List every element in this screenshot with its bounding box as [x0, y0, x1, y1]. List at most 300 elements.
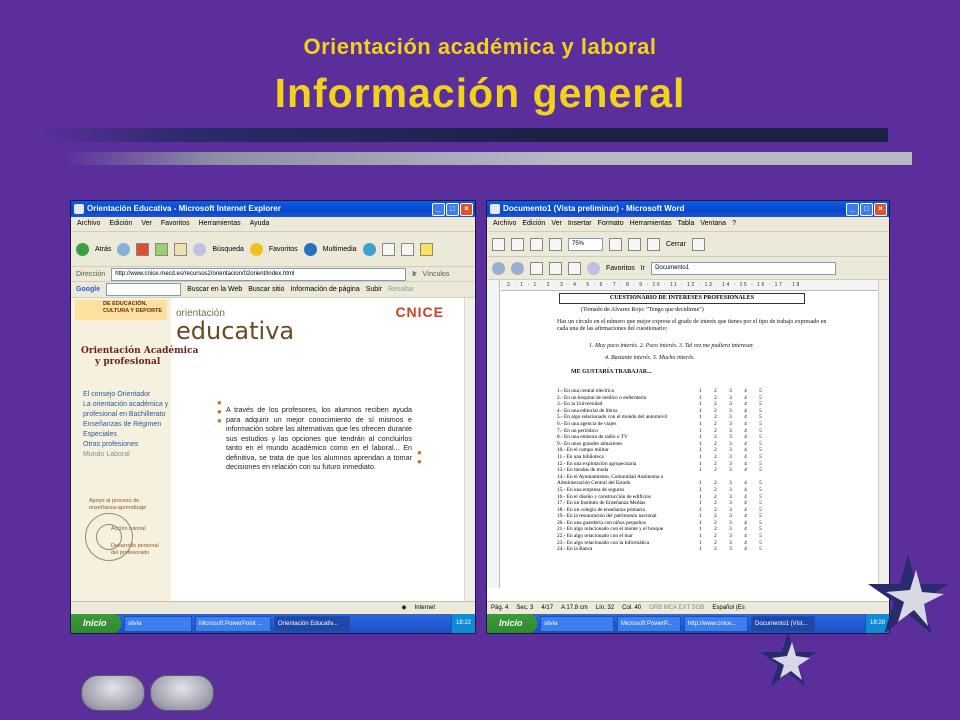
word-window-title: Documento1 (Vista preliminar) - Microsoft Word — [503, 204, 685, 213]
questionnaire-row — [557, 480, 857, 487]
horizontal-ruler[interactable]: · 2 · 1 · 1 · 2 · 3 · 4 · 5 · 6 · 7 · 8 · 9 · 10 · 11 · 12 · 13 · 14 · 15 · 16 · 17 · 18 — [501, 280, 889, 291]
scale-option[interactable]: 4 — [744, 427, 747, 434]
scale-option[interactable]: 3 — [729, 414, 732, 421]
scale-option[interactable]: 4 — [744, 388, 747, 394]
web-toolbar — [487, 257, 889, 280]
scale-option[interactable]: 1 — [699, 486, 702, 493]
scale-option[interactable]: 3 — [729, 513, 732, 520]
document-page — [501, 291, 877, 588]
scale-option[interactable]: 4 — [744, 539, 747, 546]
questionnaire-item-label: 4.- En una editorial de libros — [557, 407, 618, 414]
fullscreen-icon[interactable] — [647, 238, 660, 251]
start-button[interactable]: Inicio — [487, 614, 537, 633]
ie-window-title: Orientación Educativa - Microsoft Internet Explorer — [87, 204, 281, 213]
refresh-icon[interactable] — [549, 262, 562, 275]
scale-option[interactable]: 1 — [699, 533, 702, 540]
minimize-button[interactable]: _ — [432, 203, 445, 216]
scale-option[interactable]: 2 — [714, 407, 717, 414]
go-button[interactable]: Ir — [412, 270, 417, 278]
scale-option[interactable]: 5 — [759, 453, 762, 460]
scale-option[interactable]: 2 — [714, 394, 717, 401]
scale-option[interactable]: 2 — [714, 420, 717, 427]
system-tray-clock[interactable]: 18:22 — [451, 614, 475, 633]
scale-option[interactable]: 3 — [729, 526, 732, 533]
scale-option[interactable]: 5 — [759, 388, 762, 394]
scale-option[interactable]: 3 — [729, 506, 732, 513]
word-screenshot — [486, 200, 890, 634]
questionnaire-source: (Tomado de Alvarez Rojo: "Tengo que decidirme") — [581, 307, 704, 313]
side-notes — [89, 498, 161, 557]
questionnaire-item-label: Administración Central del Estado — [557, 480, 631, 487]
scale-option[interactable]: 4 — [744, 526, 747, 533]
questionnaire-row — [557, 540, 857, 547]
scale-option[interactable]: 4 — [744, 447, 747, 454]
scale-option[interactable]: 2 — [714, 519, 717, 526]
scale-option[interactable]: 1 — [699, 480, 702, 487]
questionnaire-row — [557, 474, 857, 481]
questionnaire-row — [557, 441, 857, 448]
questionnaire-item-label: 3.- En la Universidad — [557, 401, 603, 408]
questionnaire-row — [557, 520, 857, 527]
task-powerpoint[interactable]: Microsoft PowerPoint ... — [195, 616, 271, 632]
questionnaire-row — [557, 401, 857, 408]
stop-icon[interactable] — [530, 262, 543, 275]
folder-icon[interactable] — [420, 243, 433, 256]
word-scrollbar[interactable] — [878, 280, 889, 588]
questionnaire-item-label: 10.- En el campo militar — [557, 447, 609, 454]
scale-option[interactable]: 4 — [744, 519, 747, 526]
scale-option[interactable]: 4 — [744, 546, 747, 553]
questionnaire-item-label: 6.- En una agencia de viajes — [557, 420, 617, 427]
questionnaire-row — [557, 487, 857, 494]
scale-option[interactable]: 3 — [729, 480, 732, 487]
questionnaire-item-label: 24.- En la Banca — [557, 546, 593, 553]
scale-option[interactable]: 4 — [744, 513, 747, 520]
zoom-select[interactable]: 75% — [568, 238, 603, 251]
scale-option[interactable]: 4 — [744, 460, 747, 467]
task-ie[interactable]: http://www.cnice... — [684, 616, 748, 632]
ie-menubar — [71, 217, 475, 232]
scale-option[interactable]: 5 — [759, 427, 762, 434]
next-slide-button[interactable] — [150, 675, 214, 711]
questionnaire-row — [557, 408, 857, 415]
questionnaire-item-label: 9.- En unos grandes almacenes — [557, 440, 623, 447]
menu-favoritos[interactable]: Favoritos — [160, 220, 190, 227]
scale-option[interactable]: 3 — [729, 420, 732, 427]
scale-option[interactable]: 1 — [699, 388, 702, 394]
previous-slide-button[interactable] — [81, 675, 145, 711]
scale-option[interactable]: 1 — [699, 434, 702, 441]
task-word[interactable]: Documento1 (Vist... — [751, 616, 815, 632]
ie-status-zone: Internet — [414, 605, 435, 611]
scale-option[interactable]: 4 — [744, 506, 747, 513]
scale-option[interactable]: 1 — [699, 467, 702, 474]
scale-option[interactable]: 5 — [759, 394, 762, 401]
minimize-button[interactable]: _ — [846, 203, 859, 216]
orientacion-logo — [176, 308, 294, 345]
scale-option[interactable]: 2 — [714, 546, 717, 553]
google-brand: Google — [76, 286, 101, 293]
scale-option[interactable]: 5 — [759, 500, 762, 507]
questionnaire-row — [557, 461, 857, 468]
scale-option[interactable]: 1 — [699, 414, 702, 421]
scale-option[interactable]: 3 — [729, 500, 732, 507]
status-language: Español (Es — [712, 605, 745, 611]
close-button[interactable]: × — [460, 203, 473, 216]
stop-icon[interactable] — [136, 243, 149, 256]
scale-option[interactable]: 5 — [759, 546, 762, 553]
links-label[interactable]: Vínculos — [422, 270, 450, 278]
back-label[interactable]: Atrás — [95, 245, 112, 253]
ie-web-page — [71, 298, 464, 603]
questionnaire-item-label: 11.- En una biblioteca — [557, 453, 604, 460]
maximize-button[interactable]: □ — [860, 203, 873, 216]
scale-line-2: 4. Bastante interés. 5. Mucho interés. — [605, 355, 695, 361]
scale-option[interactable]: 1 — [699, 407, 702, 414]
favorites-label[interactable]: Favoritos — [268, 245, 298, 253]
questionnaire-row — [557, 428, 857, 435]
intro-paragraph: A través de los profesores, los alumnos reciben ayuda para adquirir un mejor conocimiento de sí mismos e información sobre las alternativas que les ofrecen durante sus estudios y las opciones que tendrán al concluirlos tanto en el mundo académico como en el laboral... En definitiva, se trata de que los alumnos aprendan a tomar decisiones en relación con su futuro inmediato. — [226, 405, 412, 471]
questionnaire-item-label: 7.- En un periódico — [557, 427, 598, 434]
scale-option[interactable]: 4 — [744, 493, 747, 500]
questionnaire-row — [557, 447, 857, 454]
page-nav — [83, 390, 171, 460]
scale-option[interactable]: 1 — [699, 420, 702, 427]
scale-option[interactable]: 2 — [714, 440, 717, 447]
scale-option[interactable]: 4 — [744, 414, 747, 421]
maximize-button[interactable]: □ — [446, 203, 459, 216]
menu-ventana[interactable]: Ventana — [700, 220, 727, 227]
scale-option[interactable]: 4 — [744, 420, 747, 427]
menu-archivo[interactable]: Archivo — [493, 220, 517, 227]
status-pages: 4/17 — [541, 605, 554, 611]
scale-option[interactable]: 2 — [714, 539, 717, 546]
menu-insertar[interactable]: Insertar — [567, 220, 592, 227]
magnifier-icon[interactable] — [511, 238, 524, 251]
menu-edicion[interactable]: Edición — [109, 220, 133, 227]
scale-option[interactable]: 3 — [729, 519, 732, 526]
google-search-site[interactable]: Buscar sitio — [248, 286, 285, 293]
menu-archivo[interactable]: Archivo — [77, 220, 101, 227]
scale-option[interactable]: 5 — [759, 480, 762, 487]
scale-option[interactable]: 3 — [729, 407, 732, 414]
system-tray-clock[interactable]: 18:28 — [865, 614, 889, 633]
task-silvia[interactable]: silvia — [124, 616, 192, 632]
questionnaire-item-label: 2.- En un hospital de médico o enfermería — [557, 394, 647, 401]
slide-title-line1: Orientación académica y laboral — [303, 34, 657, 59]
back-icon[interactable] — [76, 243, 89, 256]
questionnaire-items — [557, 388, 857, 553]
scale-option[interactable]: 5 — [759, 414, 762, 421]
home-icon[interactable] — [174, 243, 187, 256]
scale-option[interactable]: 1 — [699, 460, 702, 467]
help-icon[interactable] — [692, 238, 705, 251]
scale-option[interactable]: 2 — [714, 506, 717, 513]
scale-option[interactable]: 1 — [699, 440, 702, 447]
google-search-web[interactable]: Buscar en la Web — [187, 286, 243, 293]
scale-option[interactable]: 1 — [699, 394, 702, 401]
scale-option[interactable]: 3 — [729, 447, 732, 454]
ie-statusbar — [71, 601, 475, 614]
logo-small-text: orientación — [176, 308, 225, 319]
menu-herramientas[interactable]: Herramientas — [629, 220, 672, 227]
scale-option[interactable]: 4 — [744, 480, 747, 487]
ruler-icon[interactable] — [609, 238, 622, 251]
scale-option[interactable]: 4 — [744, 434, 747, 441]
scale-option[interactable]: 5 — [759, 493, 762, 500]
address-label: Dirección — [76, 270, 106, 278]
scale-option[interactable]: 3 — [729, 539, 732, 546]
web-go[interactable]: Ir — [640, 264, 646, 272]
scale-option[interactable]: 1 — [699, 493, 702, 500]
questionnaire-item-label: 21.- En algo relacionado con el monte y el bosque — [557, 526, 664, 533]
scale-option[interactable]: 1 — [699, 526, 702, 533]
questionnaire-item-label: 8.- En una emisora de radio o TV — [557, 434, 628, 441]
task-silvia[interactable]: silvia — [540, 616, 614, 632]
scale-option[interactable]: 4 — [744, 401, 747, 408]
scale-option[interactable]: 3 — [729, 427, 732, 434]
google-search-input[interactable] — [106, 283, 181, 296]
menu-herramientas[interactable]: Herramientas — [198, 220, 241, 227]
menu-ayuda[interactable]: Ayuda — [249, 220, 270, 227]
search-icon[interactable] — [193, 243, 206, 256]
history-icon[interactable] — [363, 243, 376, 256]
nav-link-mundo-laboral[interactable]: Mundo Laboral — [83, 451, 130, 458]
side-note-apoyo[interactable]: Apoyo al proceso de enseñanza-aprendizaje — [89, 498, 147, 511]
google-up[interactable]: Subir — [365, 286, 383, 293]
search-icon[interactable] — [587, 262, 600, 275]
scale-option[interactable]: 1 — [699, 427, 702, 434]
forward-icon[interactable] — [511, 262, 524, 275]
ie-address-bar — [71, 267, 475, 282]
scale-option[interactable]: 1 — [699, 546, 702, 553]
word-statusbar — [487, 601, 889, 614]
scale-option[interactable]: 2 — [714, 414, 717, 421]
scale-option[interactable]: 5 — [759, 526, 762, 533]
menu-ver[interactable]: Ver — [551, 220, 562, 227]
start-button[interactable]: Inicio — [71, 614, 121, 633]
scale-option[interactable]: 2 — [714, 480, 717, 487]
scale-option[interactable]: 5 — [759, 420, 762, 427]
preview-toolbar — [487, 232, 889, 257]
close-button[interactable]: × — [874, 203, 887, 216]
scale-option[interactable]: 2 — [714, 427, 717, 434]
nav-link-consejo[interactable]: El consejo Orientador — [83, 391, 151, 398]
questionnaire-instructions: Haz un círculo en el número que mejor exprese el grado de interés que tienes por el tipo de trabajo expresado en cada una de las afirmaciones del cuestionario: — [557, 319, 827, 332]
multiple-pages-icon[interactable] — [549, 238, 562, 251]
search-label[interactable]: Búsqueda — [212, 245, 244, 253]
scale-option[interactable]: 4 — [744, 440, 747, 447]
word-app-icon — [490, 204, 500, 214]
menu-ver[interactable]: Ver — [141, 220, 152, 227]
scale-option[interactable]: 3 — [729, 460, 732, 467]
refresh-icon[interactable] — [155, 243, 168, 256]
questionnaire-row — [557, 414, 857, 421]
scale-option[interactable]: 3 — [729, 467, 732, 474]
status-position: A 17,8 cm — [561, 605, 588, 611]
decorative-bar-light — [64, 152, 912, 165]
scale-option[interactable]: 2 — [714, 467, 717, 474]
menu-tabla[interactable]: Tabla — [677, 220, 695, 227]
favorites-icon[interactable] — [250, 243, 263, 256]
scale-option[interactable]: 5 — [759, 407, 762, 414]
scale-option[interactable]: 2 — [714, 513, 717, 520]
menu-help[interactable]: ? — [732, 220, 736, 227]
address-input[interactable]: http://www.cnice.mecd.es/recursos2/orientacion/02orient/index.html — [111, 268, 406, 281]
scale-option[interactable]: 3 — [729, 401, 732, 408]
scale-option[interactable]: 5 — [759, 434, 762, 441]
shrink-icon[interactable] — [628, 238, 641, 251]
forward-icon[interactable] — [117, 243, 130, 256]
questionnaire-item-label: 16.- En el diseño y construcción de edificios — [557, 493, 652, 500]
decorative-dots-icon: ● ● ● — [217, 398, 222, 425]
subheading: ME GUSTARÍA TRABAJAR... — [571, 369, 652, 375]
scale-option[interactable]: 3 — [729, 533, 732, 540]
scale-option[interactable]: 5 — [759, 513, 762, 520]
ie-screenshot — [70, 200, 476, 634]
questionnaire-item-label: 15.- En una empresa de seguros — [557, 486, 625, 493]
ie-titlebar — [71, 201, 475, 217]
print-icon[interactable] — [492, 238, 505, 251]
menu-edicion[interactable]: Edición — [522, 220, 546, 227]
decorative-bar-dark — [40, 128, 888, 142]
scale-option[interactable]: 3 — [729, 453, 732, 460]
multimedia-icon[interactable] — [304, 243, 317, 256]
questionnaire-item-label: 1.- En una central eléctrica — [557, 388, 614, 394]
scale-option[interactable]: 5 — [759, 440, 762, 447]
vertical-ruler[interactable] — [487, 280, 500, 588]
scale-option[interactable]: 1 — [699, 539, 702, 546]
scale-option[interactable]: 1 — [699, 500, 702, 507]
scale-option[interactable]: 1 — [699, 506, 702, 513]
scale-option[interactable]: 2 — [714, 453, 717, 460]
menu-formato[interactable]: Formato — [597, 220, 624, 227]
mail-icon[interactable] — [382, 243, 395, 256]
questionnaire-row — [557, 507, 857, 514]
nav-link-regimen[interactable]: Enseñanzas de Régimen Especiales — [83, 421, 162, 438]
word-titlebar — [487, 201, 889, 217]
side-note-tutorial[interactable]: Acción tutorial — [111, 526, 146, 532]
scale-option[interactable]: 4 — [744, 453, 747, 460]
scale-option[interactable]: 2 — [714, 401, 717, 408]
side-note-desarrollo[interactable]: Desarrollo personal del profesorado — [111, 543, 159, 556]
scale-option[interactable]: 5 — [759, 447, 762, 454]
star-small-icon — [758, 630, 818, 688]
home-icon[interactable] — [568, 262, 581, 275]
scale-option[interactable]: 5 — [759, 519, 762, 526]
questionnaire-row — [557, 546, 857, 553]
scale-option[interactable]: 1 — [699, 401, 702, 408]
questionnaire-row — [557, 454, 857, 461]
scale-option[interactable]: 3 — [729, 546, 732, 553]
scale-option[interactable]: 5 — [759, 401, 762, 408]
scale-option[interactable]: 1 — [699, 519, 702, 526]
scale-option[interactable]: 2 — [714, 493, 717, 500]
scale-option[interactable]: 5 — [759, 467, 762, 474]
questionnaire-row — [557, 434, 857, 441]
status-col: Col. 40 — [622, 605, 642, 611]
status-section: Sec. 3 — [516, 605, 534, 611]
ministry-banner: DE EDUCACIÓN, CULTURA Y DEPORTE — [75, 300, 167, 320]
globe-icon: ◉ — [401, 605, 407, 611]
status-line: Lín. 32 — [595, 605, 615, 611]
scale-option[interactable]: 2 — [714, 460, 717, 467]
scale-option[interactable]: 2 — [714, 533, 717, 540]
multimedia-label[interactable]: Multimedia — [322, 245, 357, 253]
scale-option[interactable]: 3 — [729, 388, 732, 394]
questionnaire-item-label: 18.- En un colegio de enseñanza primaria — [557, 506, 645, 513]
back-icon[interactable] — [492, 262, 505, 275]
web-favorites[interactable]: Favoritos — [606, 264, 635, 272]
task-powerpoint[interactable]: Microsoft PowerP... — [617, 616, 681, 632]
scale-option[interactable]: 3 — [729, 493, 732, 500]
scale-option[interactable]: 5 — [759, 533, 762, 540]
scale-option[interactable]: 2 — [714, 388, 717, 394]
scale-option[interactable]: 1 — [699, 453, 702, 460]
scale-option[interactable]: 3 — [729, 434, 732, 441]
slide-title-line2: Información general — [274, 70, 686, 116]
questionnaire-item-label: 20.- En una guardería con niños pequeños — [557, 519, 646, 526]
scale-option[interactable]: 5 — [759, 539, 762, 546]
close-preview-button[interactable]: Cerrar — [666, 240, 686, 248]
scale-line-1: 1. Muy poco interés. 2. Poco interés. 3. Tal vez me pudiera interesar. — [589, 343, 754, 349]
cnice-logo[interactable]: CNICE — [395, 304, 444, 320]
google-highlight[interactable]: Resaltar — [388, 286, 415, 293]
task-ie[interactable]: Orientación Educativ... — [274, 616, 350, 632]
questionnaire-row — [557, 395, 857, 402]
questionnaire-row — [557, 467, 857, 474]
word-menubar — [487, 217, 889, 232]
google-page-info[interactable]: Información de página — [290, 286, 360, 293]
nav-link-bachillerato[interactable]: La orientación académica y profesional en Bachillerato — [83, 401, 169, 418]
scale-option[interactable]: 3 — [729, 440, 732, 447]
scale-option[interactable]: 1 — [699, 447, 702, 454]
scale-option[interactable]: 5 — [759, 506, 762, 513]
status-page: Pág. 4 — [491, 605, 509, 611]
scale-option[interactable]: 3 — [729, 394, 732, 401]
questionnaire-item-label: 12.- En una explotación agropecuaria — [557, 460, 637, 467]
nav-link-profesiones[interactable]: Otras profesiones — [83, 441, 139, 448]
scale-option[interactable]: 2 — [714, 447, 717, 454]
one-page-icon[interactable] — [530, 238, 543, 251]
scale-option[interactable]: 4 — [744, 500, 747, 507]
scale-option[interactable]: 5 — [759, 460, 762, 467]
questionnaire-row — [557, 494, 857, 501]
scale-option[interactable]: 4 — [744, 467, 747, 474]
scale-option[interactable]: 4 — [744, 486, 747, 493]
questionnaire-row — [557, 513, 857, 520]
star-large-icon — [866, 552, 950, 636]
scale-option[interactable]: 2 — [714, 434, 717, 441]
questionnaire-item-label: 23.- En algo relacionado con la Informática — [557, 539, 650, 546]
print-icon[interactable] — [401, 243, 414, 256]
scale-option[interactable]: 4 — [744, 407, 747, 414]
section-title — [81, 346, 198, 368]
ie-scrollbar[interactable] — [464, 298, 475, 603]
document-address-input[interactable]: Documento1 — [651, 262, 836, 275]
scale-option[interactable]: 2 — [714, 500, 717, 507]
scale-option[interactable]: 5 — [759, 486, 762, 493]
scale-option[interactable]: 4 — [744, 394, 747, 401]
questionnaire-item-label: 5.- En algo relacionado con el mundo del automóvil — [557, 414, 668, 421]
scale-option[interactable]: 2 — [714, 486, 717, 493]
ie-toolbar — [71, 232, 475, 267]
scale-option[interactable]: 1 — [699, 513, 702, 520]
scale-option[interactable]: 4 — [744, 533, 747, 540]
questionnaire-row — [557, 421, 857, 428]
scale-option[interactable]: 2 — [714, 526, 717, 533]
scale-option[interactable]: 3 — [729, 486, 732, 493]
